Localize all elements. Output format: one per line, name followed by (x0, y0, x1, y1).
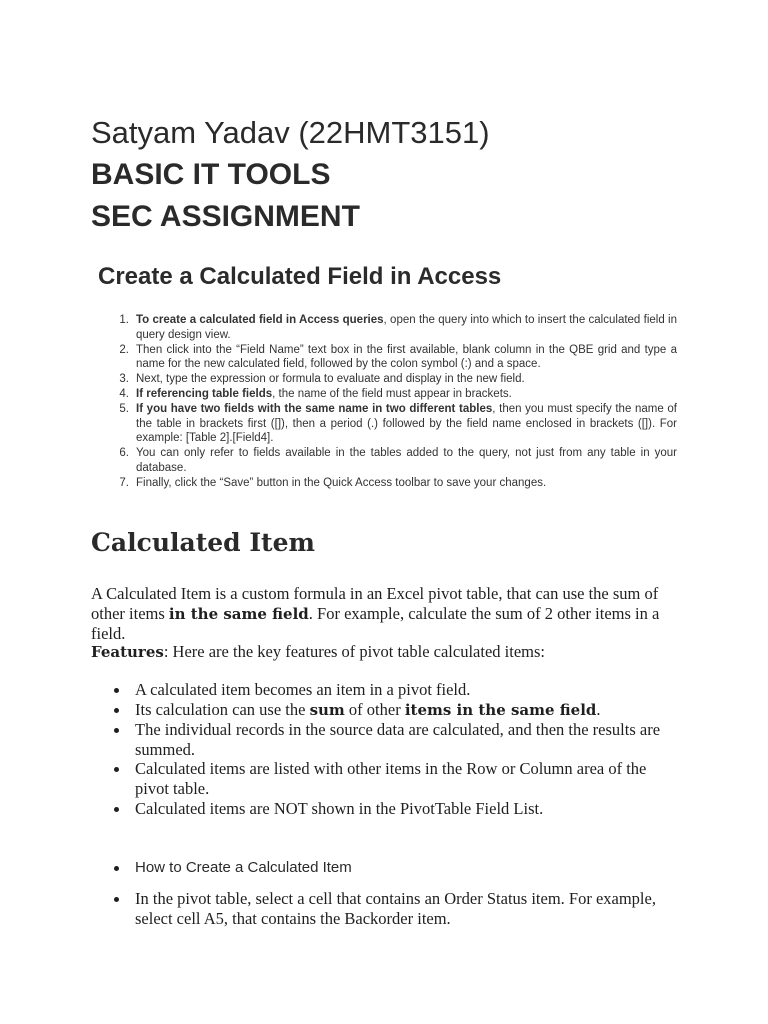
document-title (91, 112, 691, 238)
bullet-bold-text: items in the same field (404, 700, 597, 719)
step-bold-text: If referencing table fields (136, 387, 273, 400)
access-step (119, 476, 677, 491)
step-text: , open the query into which to insert the calculated field in query design view. (136, 314, 677, 341)
how-to-heading: How to Create a Calculated Item (135, 859, 352, 876)
bullet-text: A calculated item becomes an item in a pivot field. (135, 680, 471, 699)
calculated-item-intro (91, 584, 681, 644)
list-item (135, 759, 675, 798)
bullet-icon (114, 688, 119, 693)
course-line: BASIC IT TOOLS (91, 158, 331, 191)
step-number: 7. (119, 476, 129, 489)
bullet-text: Calculated items are listed with other items in the Row or Column area of the pivot table. (135, 759, 647, 798)
access-step (119, 372, 677, 387)
access-step (119, 402, 678, 446)
bullet-icon (114, 767, 119, 772)
bullet-icon (114, 708, 119, 713)
bullet-text: of other (344, 699, 405, 719)
intro-text-end: . For example, calculate the sum of 2 other items in a field. (91, 604, 660, 643)
assignment-line: SEC ASSIGNMENT (91, 200, 360, 233)
bullet-text: Calculated items are NOT shown in the PivotTable Field List. (135, 798, 544, 818)
bullet-bold-text: sum (309, 700, 345, 719)
step-text: Finally, click the “Save” button in the Quick Access toolbar to save your changes. (136, 476, 547, 489)
bullet-text: The individual records in the source data are calculated, and then the results are summed. (135, 720, 661, 759)
access-step (119, 387, 677, 402)
bullet-text: In the pivot table, select a cell that contains an Order Status item. For example, select cell A5, that contains the Backorder item. (135, 889, 656, 928)
features-text: : Here are the key features of pivot table calculated items: (163, 642, 545, 661)
list-item (135, 700, 675, 721)
step-bold-text: If you have two fields with the same name in two different tables (136, 402, 493, 415)
intro-bold-text: in the same field (168, 605, 309, 623)
bullet-icon (114, 728, 119, 733)
step-number: 3. (119, 373, 129, 386)
access-step (119, 446, 677, 476)
step-text: Next, type the expression or formula to evaluate and display in the new field. (136, 373, 525, 386)
list-item (135, 680, 675, 700)
list-item (135, 889, 675, 928)
step-number: 6. (119, 447, 129, 460)
bullet-text: . (596, 699, 601, 719)
list-item (135, 858, 675, 878)
step-number: 1. (119, 314, 129, 326)
calculated-item-heading: Calculated Item (91, 528, 315, 557)
bullet-icon (114, 807, 119, 812)
features-label: Features (91, 643, 164, 661)
bullet-icon (114, 897, 119, 902)
access-section-heading: Create a Calculated Field in Access (98, 263, 502, 290)
how-to-list (135, 858, 675, 878)
access-step (119, 343, 677, 373)
bullet-icon (114, 866, 119, 871)
step-text: You can only refer to fields available in the tables added to the query, not just from any table in your database. (136, 447, 677, 474)
bullet-text: Its calculation can use the (135, 699, 310, 719)
step-number: 4. (119, 387, 129, 400)
features-bullet-list (135, 680, 675, 818)
features-line (91, 642, 691, 662)
list-item (135, 799, 675, 819)
step-text: , then you must specify the name of the table in brackets first ([]), then a period (.) followed by the field name enclosed in brackets ([]). For example: [Table 2].[Field4]. (136, 402, 678, 445)
list-item (135, 720, 675, 759)
step-bold-text: To create a calculated field in Access queries (136, 314, 384, 326)
access-steps-list (119, 313, 678, 491)
step-number: 5. (119, 402, 129, 415)
how-to-steps-list (135, 889, 675, 928)
step-text: , the name of the field must appear in brackets. (272, 387, 512, 400)
access-step (119, 313, 677, 343)
intro-text: A Calculated Item is a custom formula in an Excel pivot table, that can use the sum of other items (91, 584, 659, 623)
step-number: 2. (119, 343, 129, 356)
step-text: Then click into the “Field Name” text box in the first available, blank column in the QBE grid and type a name for the new calculated field, followed by the colon symbol (:) and a space. (136, 343, 677, 371)
author-line: Satyam Yadav (22HMT3151) (91, 115, 490, 150)
